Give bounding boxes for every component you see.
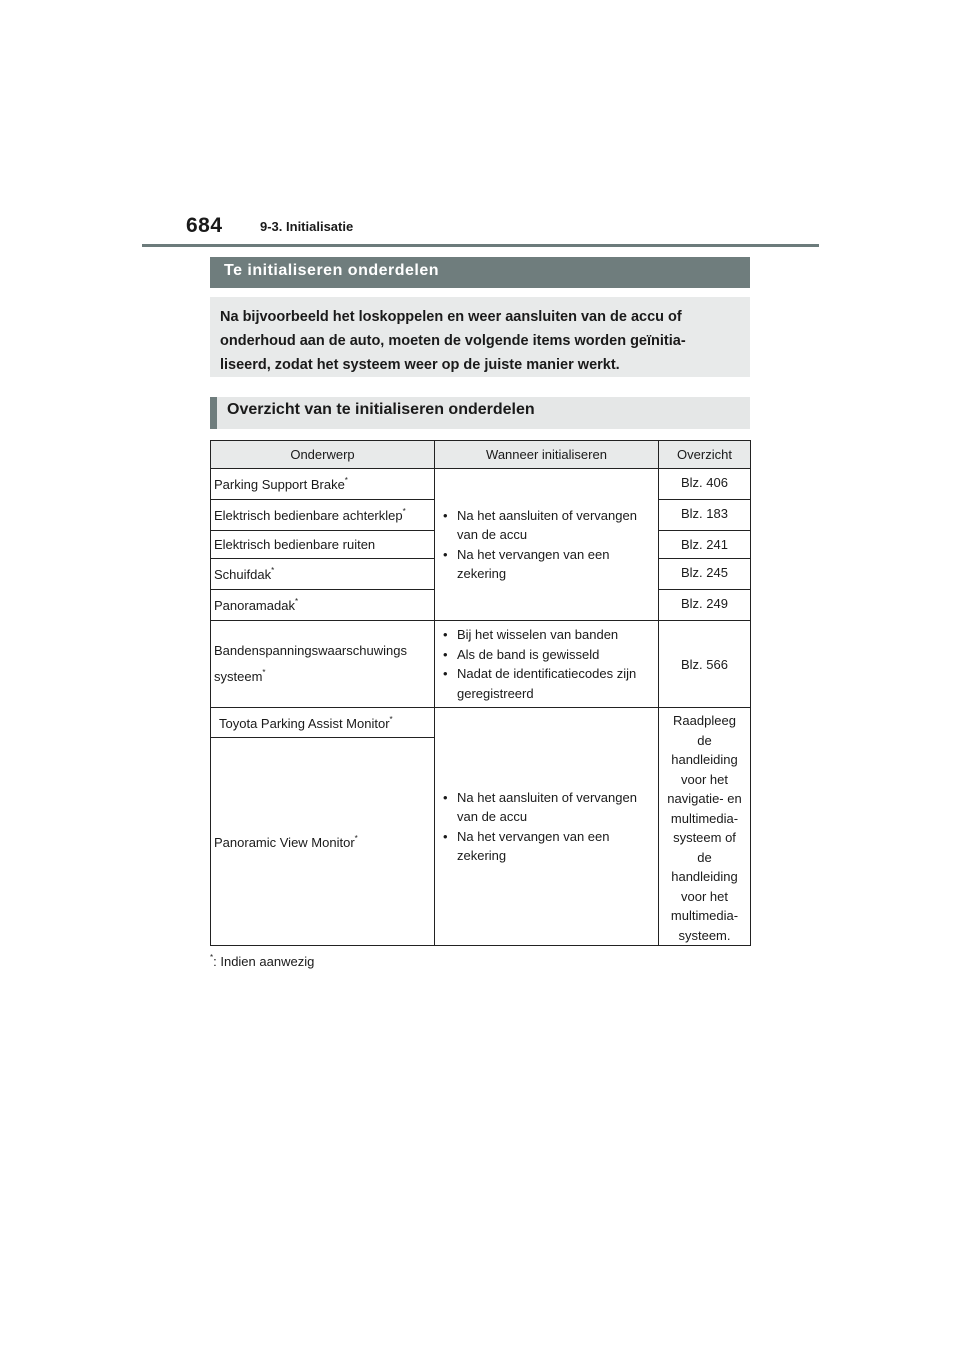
bullet-item: • Na het vervangen van een zekering xyxy=(441,827,654,866)
section-label: 9-3. Initialisatie xyxy=(260,219,354,234)
bullet-item: • Bij het wisselen van banden xyxy=(441,625,654,645)
page-reference: Blz. 245 xyxy=(659,559,751,590)
table-row xyxy=(211,621,751,708)
column-header: Onderwerp xyxy=(211,441,435,469)
bullet-item: • Na het aansluiten of vervangen van de accu xyxy=(441,788,654,827)
topic-cell: Panoramadak* xyxy=(211,590,435,621)
topic-cell: Parking Support Brake* xyxy=(211,469,435,500)
when-cell xyxy=(435,708,659,946)
manual-ref-line: systeem. xyxy=(678,927,731,943)
bullet-item: • Als de band is gewisseld xyxy=(441,645,654,665)
manual-ref-line: de xyxy=(697,849,712,865)
manual-ref-line: handleiding xyxy=(671,752,738,767)
manual-ref-line: handleiding xyxy=(671,869,738,884)
column-header: Wanneer initialiseren xyxy=(435,441,659,469)
topic-cell: Schuifdak* xyxy=(211,559,435,590)
header-divider xyxy=(142,244,819,247)
intro-line: onderhoud aan de auto, moeten de volgende items worden geïnitia- xyxy=(220,333,686,349)
intro-line: liseerd, zodat het systeem weer op de juiste manier werkt. xyxy=(220,357,620,373)
page-reference: Blz. 566 xyxy=(659,621,751,708)
manual-reference xyxy=(659,708,751,946)
manual-ref-line: Raadpleeg xyxy=(673,713,736,728)
page-reference: Blz. 249 xyxy=(659,590,751,621)
manual-ref-line: multimedia- xyxy=(670,908,739,923)
manual-ref-line: multimedia- xyxy=(670,810,739,826)
column-header: Overzicht xyxy=(659,441,751,469)
subheading: Overzicht van te initialiseren onderdelen xyxy=(210,397,750,429)
table-row xyxy=(211,708,751,738)
topic-cell: Elektrisch bedienbare achterklep* xyxy=(211,500,435,531)
manual-ref-line: systeem of xyxy=(673,830,736,845)
when-cell xyxy=(435,469,659,621)
table-header-row xyxy=(211,441,751,469)
topic-cell: Panoramic View Monitor* xyxy=(211,738,435,946)
intro-line: Na bijvoorbeeld het loskoppelen en weer aansluiten van de accu of xyxy=(220,309,682,325)
section-title: Te initialiseren onderdelen xyxy=(210,257,750,288)
manual-ref-line: navigatie- en xyxy=(667,791,742,806)
topic-cell: Toyota Parking Assist Monitor* xyxy=(211,708,435,738)
footnote: *: Indien aanwezig xyxy=(210,953,315,969)
bullet-item: • Nadat de identificatiecodes zijn geregistreerd xyxy=(441,664,654,703)
intro-box xyxy=(210,297,750,377)
manual-ref-line: voor het xyxy=(681,888,728,904)
page-reference: Blz. 183 xyxy=(659,500,751,531)
when-cell xyxy=(435,621,659,708)
bullet-item: • Na het aansluiten of vervangen van de accu xyxy=(441,506,654,545)
manual-ref-line: voor het xyxy=(681,771,728,787)
table-row xyxy=(211,469,751,500)
topic-cell: Elektrisch bedienbare ruiten xyxy=(211,531,435,559)
initialization-table xyxy=(210,440,751,946)
topic-cell: Bandenspanningswaarschuwings systeem* xyxy=(211,621,435,708)
page-reference: Blz. 406 xyxy=(659,469,751,500)
page-reference: Blz. 241 xyxy=(659,531,751,559)
manual-ref-line: de xyxy=(697,732,712,748)
bullet-item: • Na het vervangen van een zekering xyxy=(441,545,654,584)
page-number: 684 xyxy=(186,214,223,237)
